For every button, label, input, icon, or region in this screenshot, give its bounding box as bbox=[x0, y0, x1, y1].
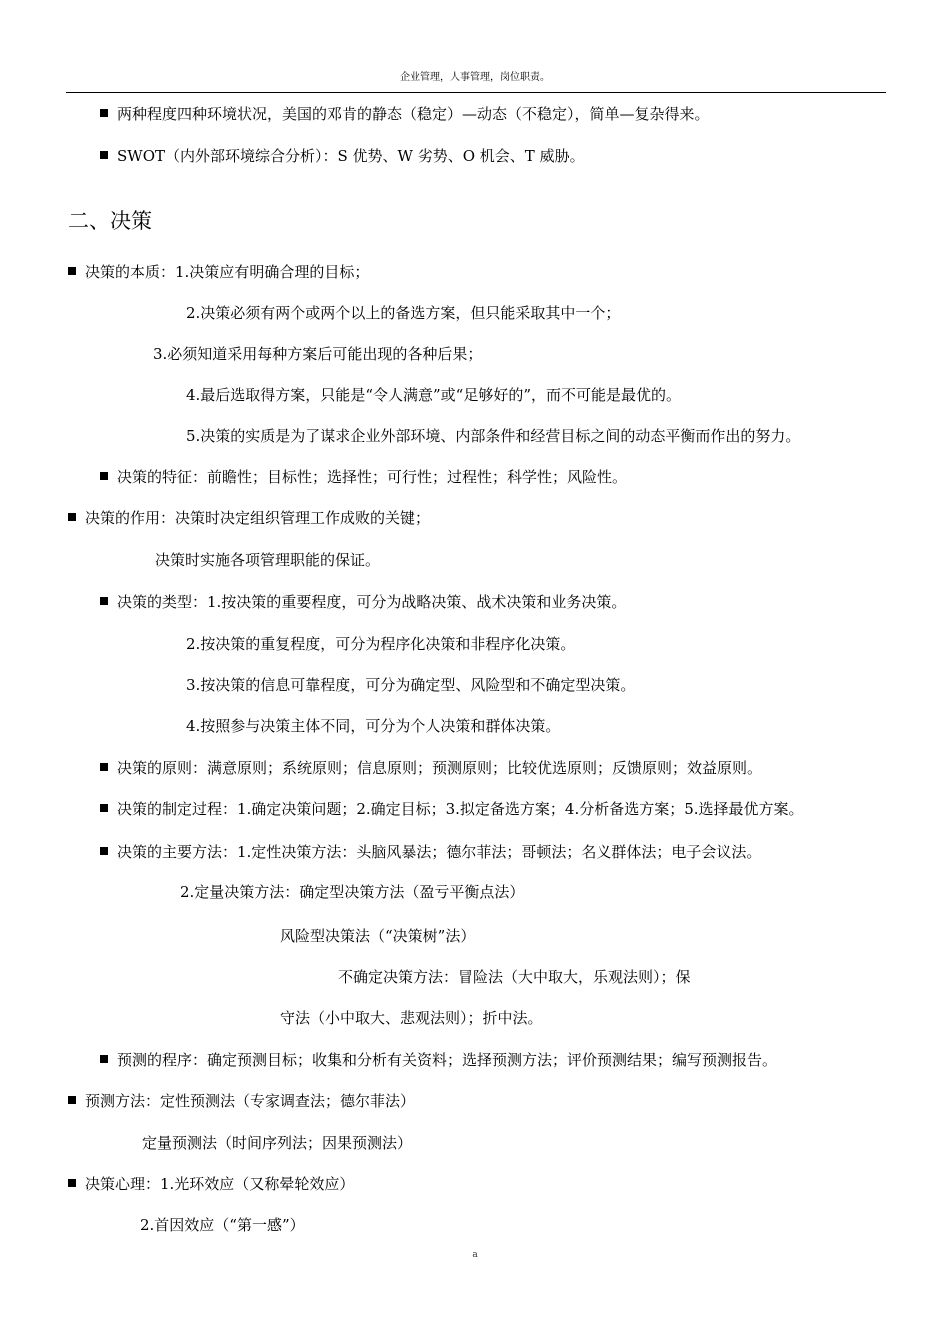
forecast-methods-line-1: 预测方法：定性预测法（专家调查法；德尔菲法） bbox=[85, 1092, 416, 1110]
bullet-item-forecast-methods bbox=[68, 1091, 415, 1111]
role-line-1: 决策的作用：决策时决定组织管理工作成败的关键； bbox=[85, 509, 431, 527]
bullet-item-role bbox=[68, 508, 430, 528]
psychology-line-2: 2.首因效应（“第一感”） bbox=[140, 1216, 305, 1234]
bullet-item-forecast-process bbox=[100, 1050, 777, 1070]
methods-line-1: 决策的主要方法：1.定性决策方法：头脑风暴法；德尔菲法；哥顿法；名义群体法；电子会议法。 bbox=[117, 843, 762, 861]
square-bullet-icon bbox=[100, 1055, 108, 1063]
section-title: 二、决策 bbox=[68, 209, 152, 233]
methods-line-3: 风险型决策法（“决策树”法） bbox=[280, 927, 476, 945]
types-line-2: 2.按决策的重复程度，可分为程序化决策和非程序化决策。 bbox=[186, 635, 576, 653]
env-states-text: 两种程度四种环境状况，美国的邓肯的静态（稳定）—动态（不稳定），简单—复杂得来。 bbox=[117, 105, 710, 123]
square-bullet-icon bbox=[68, 513, 76, 521]
square-bullet-icon bbox=[100, 109, 108, 117]
bullet-item-essence bbox=[68, 262, 369, 282]
principles-text: 决策的原则：满意原则；系统原则；信息原则；预测原则；比较优选原则；反馈原则；效益原则。 bbox=[117, 759, 763, 777]
square-bullet-icon bbox=[100, 151, 108, 159]
page-header: 企业管理，人事管理，岗位职责。 bbox=[400, 72, 550, 83]
role-line-2: 决策时实施各项管理职能的保证。 bbox=[155, 551, 381, 569]
forecast-process-text: 预测的程序：确定预测目标；收集和分析有关资料；选择预测方法；评价预测结果；编写预测报告。 bbox=[117, 1051, 778, 1069]
bullet-item-features bbox=[100, 467, 627, 487]
essence-line-2: 2.决策必须有两个或两个以上的备选方案，但只能采取其中一个； bbox=[186, 304, 621, 322]
square-bullet-icon bbox=[100, 763, 108, 771]
bullet-item-methods bbox=[100, 842, 761, 862]
essence-line-3: 3.必须知道采用每种方案后可能出现的各种后果； bbox=[153, 345, 483, 363]
square-bullet-icon bbox=[68, 1179, 76, 1187]
bullet-item-principles bbox=[100, 758, 762, 778]
essence-line-1: 决策的本质：1.决策应有明确合理的目标； bbox=[85, 263, 370, 281]
types-line-3: 3.按决策的信息可靠程度，可分为确定型、风险型和不确定型决策。 bbox=[186, 676, 636, 694]
essence-line-4: 4.最后选取得方案，只能是“令人满意”或“足够好的”，而不可能是最优的。 bbox=[186, 386, 681, 404]
types-line-4: 4.按照参与决策主体不同，可分为个人决策和群体决策。 bbox=[186, 717, 561, 735]
methods-line-2: 2.定量决策方法：确定型决策方法（盈亏平衡点法） bbox=[180, 883, 525, 901]
bullet-item-swot bbox=[100, 146, 585, 166]
square-bullet-icon bbox=[68, 267, 76, 275]
square-bullet-icon bbox=[100, 804, 108, 812]
bullet-item-env-states bbox=[100, 104, 710, 124]
bullet-item-psychology bbox=[68, 1174, 354, 1194]
square-bullet-icon bbox=[100, 472, 108, 480]
square-bullet-icon bbox=[100, 847, 108, 855]
bullet-item-types bbox=[100, 592, 626, 612]
methods-line-4: 不确定决策方法：冒险法（大中取大，乐观法则）；保 bbox=[338, 968, 691, 986]
methods-line-5: 守法（小中取大、悲观法则）；折中法。 bbox=[280, 1009, 543, 1027]
swot-text: SWOT（内外部环境综合分析）：S 优势、W 劣势、O 机会、T 威胁。 bbox=[117, 147, 585, 165]
page-footer-mark: a bbox=[472, 1250, 478, 1260]
process-text: 决策的制定过程：1.确定决策问题；2.确定目标；3.拟定备选方案；4.分析备选方案；5.选择最优方案。 bbox=[117, 800, 804, 818]
square-bullet-icon bbox=[68, 1096, 76, 1104]
features-text: 决策的特征：前瞻性；目标性；选择性；可行性；过程性；科学性；风险性。 bbox=[117, 468, 628, 486]
types-line-1: 决策的类型：1.按决策的重要程度，可分为战略决策、战术决策和业务决策。 bbox=[117, 593, 627, 611]
psychology-line-1: 决策心理：1.光环效应（又称晕轮效应） bbox=[85, 1175, 355, 1193]
square-bullet-icon bbox=[100, 597, 108, 605]
essence-line-5: 5.决策的实质是为了谋求企业外部环境、内部条件和经营目标之间的动态平衡而作出的努力。 bbox=[186, 427, 801, 445]
header-divider bbox=[66, 92, 886, 93]
bullet-item-process bbox=[100, 799, 804, 819]
forecast-methods-line-2: 定量预测法（时间序列法；因果预测法） bbox=[142, 1134, 413, 1152]
